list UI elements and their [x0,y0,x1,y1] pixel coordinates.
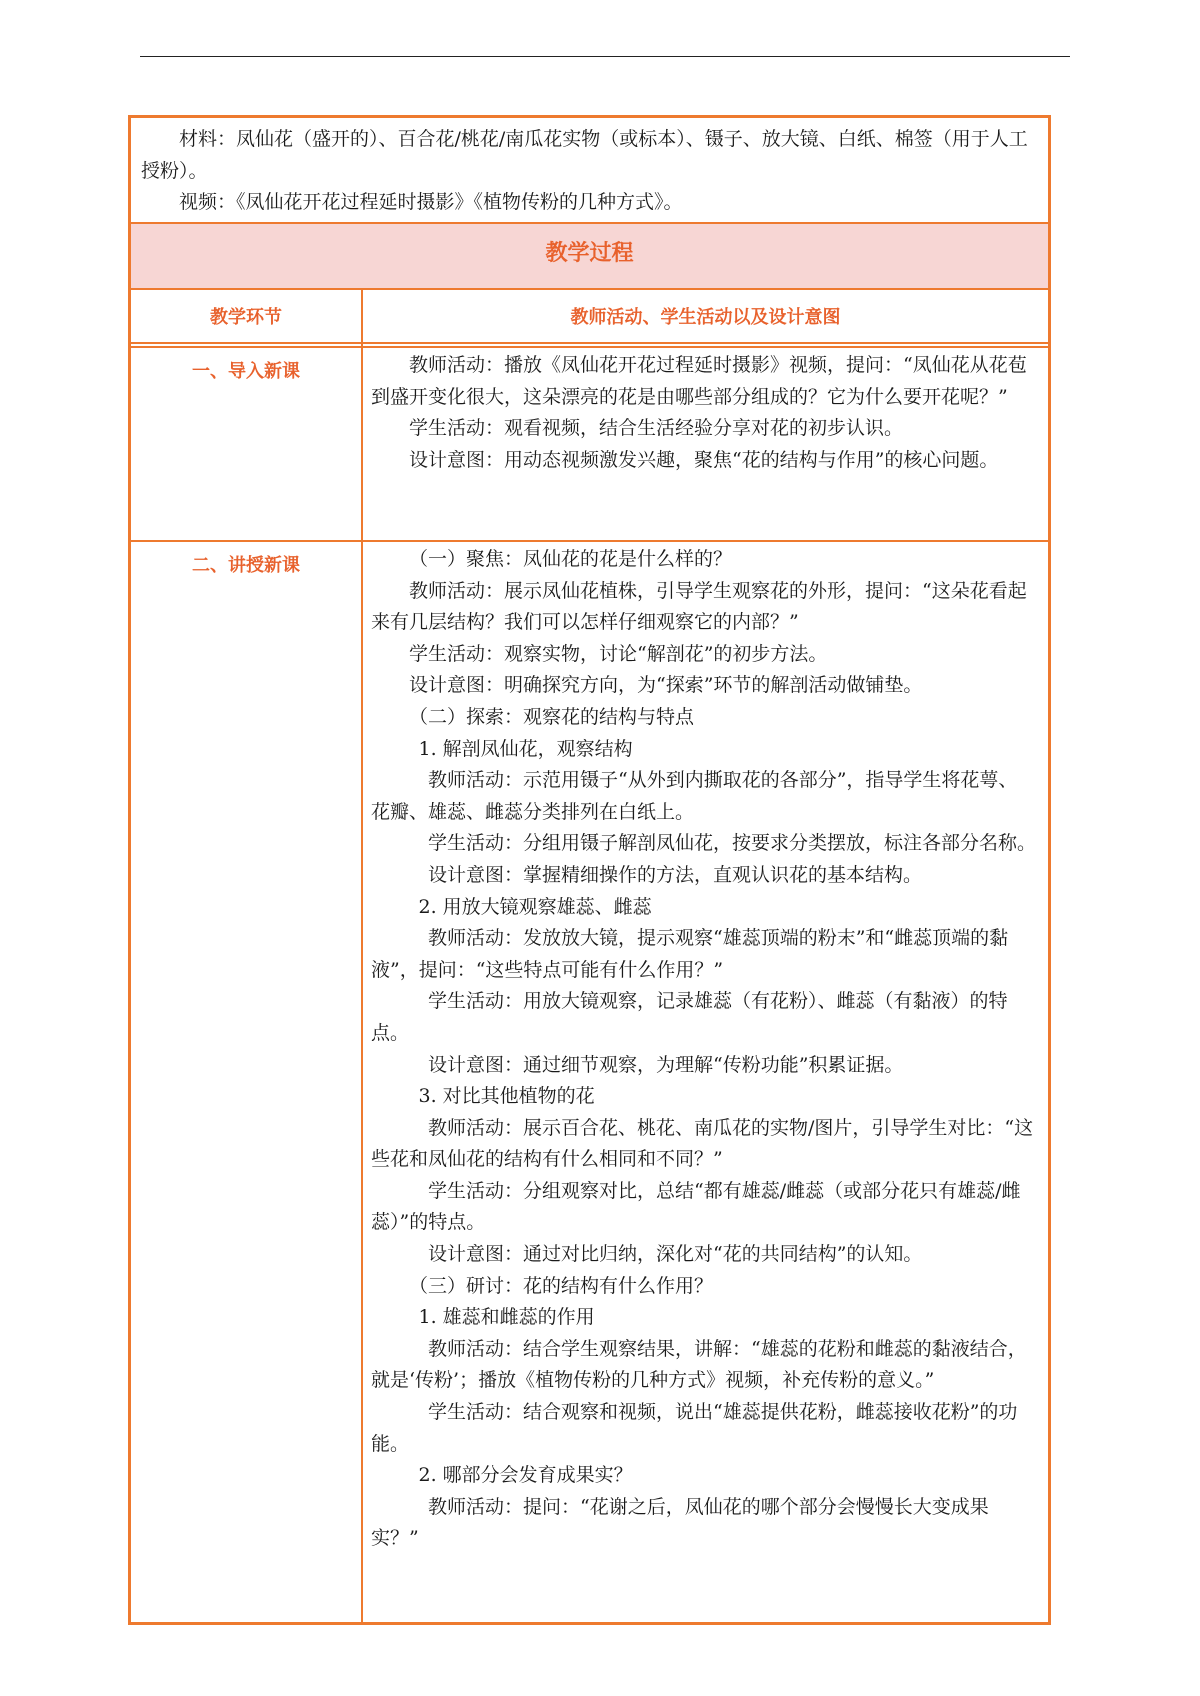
section-heading: （一）聚焦：凤仙花的花是什么样的？ [409,548,733,570]
materials-cell [141,124,1036,219]
paragraph: 学生活动：分组用镊子解剖凤仙花，按要求分类摆放，标注各部分名称。 [428,832,1037,855]
paragraph: 学生活动：结合观察和视频，说出“雄蕊提供花粉，雌蕊接收花粉”的功能。 [371,1401,1018,1455]
column-header-stage: 教学环节 [210,307,282,328]
paragraph: 设计意图：掌握精细操作的方法，直观认识花的基本结构。 [428,863,923,886]
row-intro-content [371,350,1036,476]
paragraph: 学生活动：用放大镜观察，记录雄蕊（有花粉）、雌蕊（有黏液）的特点。 [371,990,1008,1044]
section-heading: （二）探索：观察花的结构与特点 [409,705,695,728]
row-new-lesson-content [371,544,1036,1555]
subheading: 1. 雄蕊和雌蕊的作用 [418,1306,595,1329]
video-text: 视频：《凤仙花开花过程延时摄影》《植物传粉的几种方式》。 [179,191,683,213]
subheading: 2. 用放大镜观察雄蕊、雌蕊 [418,895,652,918]
subheading: 2. 哪部分会发育成果实？ [418,1464,633,1487]
table-divider [131,540,1048,542]
paragraph: 教师活动：播放《凤仙花开花过程延时摄影》视频，提问：“凤仙花从花苞到盛开变化很大，这朵漂亮的花是由哪些部分组成的？它为什么要开花呢？” [371,354,1027,408]
table-divider [131,346,1048,348]
paragraph: 学生活动：观看视频，结合生活经验分享对花的初步认识。 [409,417,904,440]
section-heading: （三）研讨：花的结构有什么作用？ [409,1274,714,1297]
section-title: 教学过程 [545,241,634,266]
column-separator [361,288,363,1622]
paragraph: 设计意图：明确探究方向，为“探索”环节的解剖活动做铺垫。 [409,674,923,697]
stage-new-lesson: 二、讲授新课 [192,555,300,576]
header-rule [140,56,1070,57]
paragraph: 学生活动：观察实物，讨论“解剖花”的初步方法。 [409,642,828,665]
paragraph: 教师活动：发放放大镜，提示观察“雄蕊顶端的粉末”和“雌蕊顶端的黏液”，提问：“这些特点可能有什么作用？” [371,927,1009,981]
materials-text: 材料：凤仙花（盛开的）、百合花/桃花/南瓜花实物（或标本）、镊子、放大镜、白纸、棉签（用于人工授粉）。 [141,128,1028,182]
paragraph: 学生活动：分组观察对比，总结“都有雄蕊/雌蕊（或部分花只有雄蕊/雌蕊）”的特点。 [371,1179,1021,1234]
paragraph: 教师活动：结合学生观察结果，讲解：“雄蕊的花粉和雌蕊的黏液结合，就是‘传粉’；播放《植物传粉的几种方式》视频，补充传粉的意义。” [371,1337,1027,1392]
paragraph: 教师活动：展示凤仙花植株，引导学生观察花的外形，提问：“这朵花看起来有几层结构？我们可以怎样仔细观察它的内部？” [371,579,1027,634]
paragraph: 教师活动：展示百合花、桃花、南瓜花的实物/图片，引导学生对比：“这些花和凤仙花的结构有什么相同和不同？” [371,1116,1034,1171]
subheading: 3. 对比其他植物的花 [418,1085,595,1108]
paragraph: 设计意图：通过对比归纳，深化对“花的共同结构”的认知。 [428,1243,923,1266]
table-divider [131,342,1048,344]
column-header-activities: 教师活动、学生活动以及设计意图 [570,307,841,328]
table-divider [131,288,1048,290]
paragraph: 设计意图：通过细节观察，为理解“传粉功能”积累证据。 [428,1053,904,1076]
paragraph: 设计意图：用动态视频激发兴趣，聚焦“花的结构与作用”的核心问题。 [409,448,999,471]
lesson-plan-table [128,115,1051,1625]
stage-intro: 一、导入新课 [192,361,300,382]
paragraph: 教师活动：提问：“花谢之后，凤仙花的哪个部分会慢慢长大变成果实？” [371,1495,989,1550]
paragraph: 教师活动：示范用镊子“从外到内撕取花的各部分”，指导学生将花萼、花瓣、雄蕊、雌蕊分类排列在白纸上。 [371,769,1018,823]
subheading: 1. 解剖凤仙花，观察结构 [418,737,633,760]
